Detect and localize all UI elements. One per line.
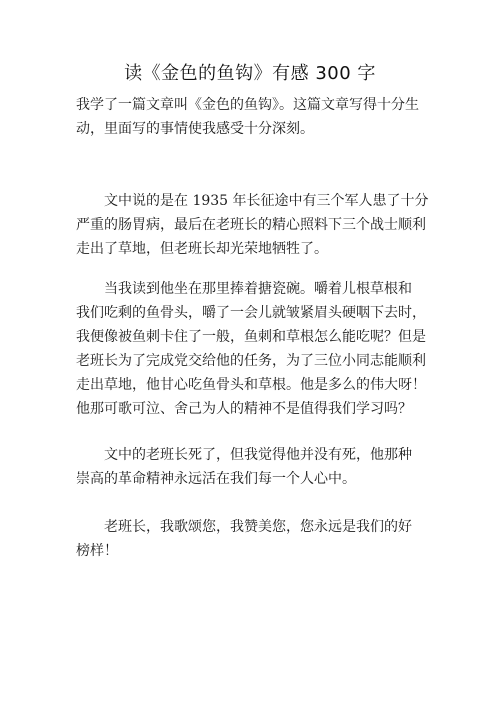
paragraph-line: 崇高的革命精神永远活在我们每一个人心中。: [76, 471, 356, 487]
document-title: 读《金色的鱼钩》有感 300 字: [124, 63, 376, 84]
paragraph-line: 榜样！: [76, 543, 118, 559]
paragraph-line: 严重的肠胃病，最后在老班长的精心照料下三个战士顺利: [76, 217, 426, 233]
paragraph-line: 我学了一篇文章叫《金色的鱼钩》。这篇文章写得十分生: [76, 97, 419, 113]
paragraph-line: 文中说的是在 1935 年长征途中有三个军人患了十分: [76, 193, 429, 209]
paragraph-line: 当我读到他坐在那里捧着搪瓷碗。嚼着儿根草根和: [76, 281, 412, 297]
paragraph-line: 我便像被鱼刺卡住了一般，鱼刺和草根怎么能吃呢？但是: [76, 329, 426, 345]
paragraph-line: 老班长，我歌颂您，我赞美您，您永远是我们的好: [76, 519, 412, 535]
paragraph-1: [76, 93, 434, 141]
paragraph-5: [76, 515, 434, 563]
paragraph-line: 动，里面写的事情使我感受十分深刻。: [76, 121, 314, 137]
paragraph-line: 他那可歌可泣、舍己为人的精神不是值得我们学习吗？: [76, 401, 412, 417]
paragraph-line: 我们吃剩的鱼骨头，嚼了一会儿就皱紧眉头硬咽下去时，: [76, 305, 426, 321]
paragraph-4: [76, 443, 434, 491]
paragraph-line: 文中的老班长死了，但我觉得他并没有死，他那种: [76, 447, 412, 463]
paragraph-line: 走出草地，他甘心吃鱼骨头和草根。他是多么的伟大呀！: [76, 377, 426, 393]
paragraph-2: [76, 189, 434, 261]
paragraph-3: [76, 277, 434, 421]
paragraph-line: 老班长为了完成党交给他的任务，为了三位小同志能顺利: [76, 353, 426, 369]
paragraph-line: 走出了草地，但老班长却光荣地牺牲了。: [76, 241, 328, 257]
